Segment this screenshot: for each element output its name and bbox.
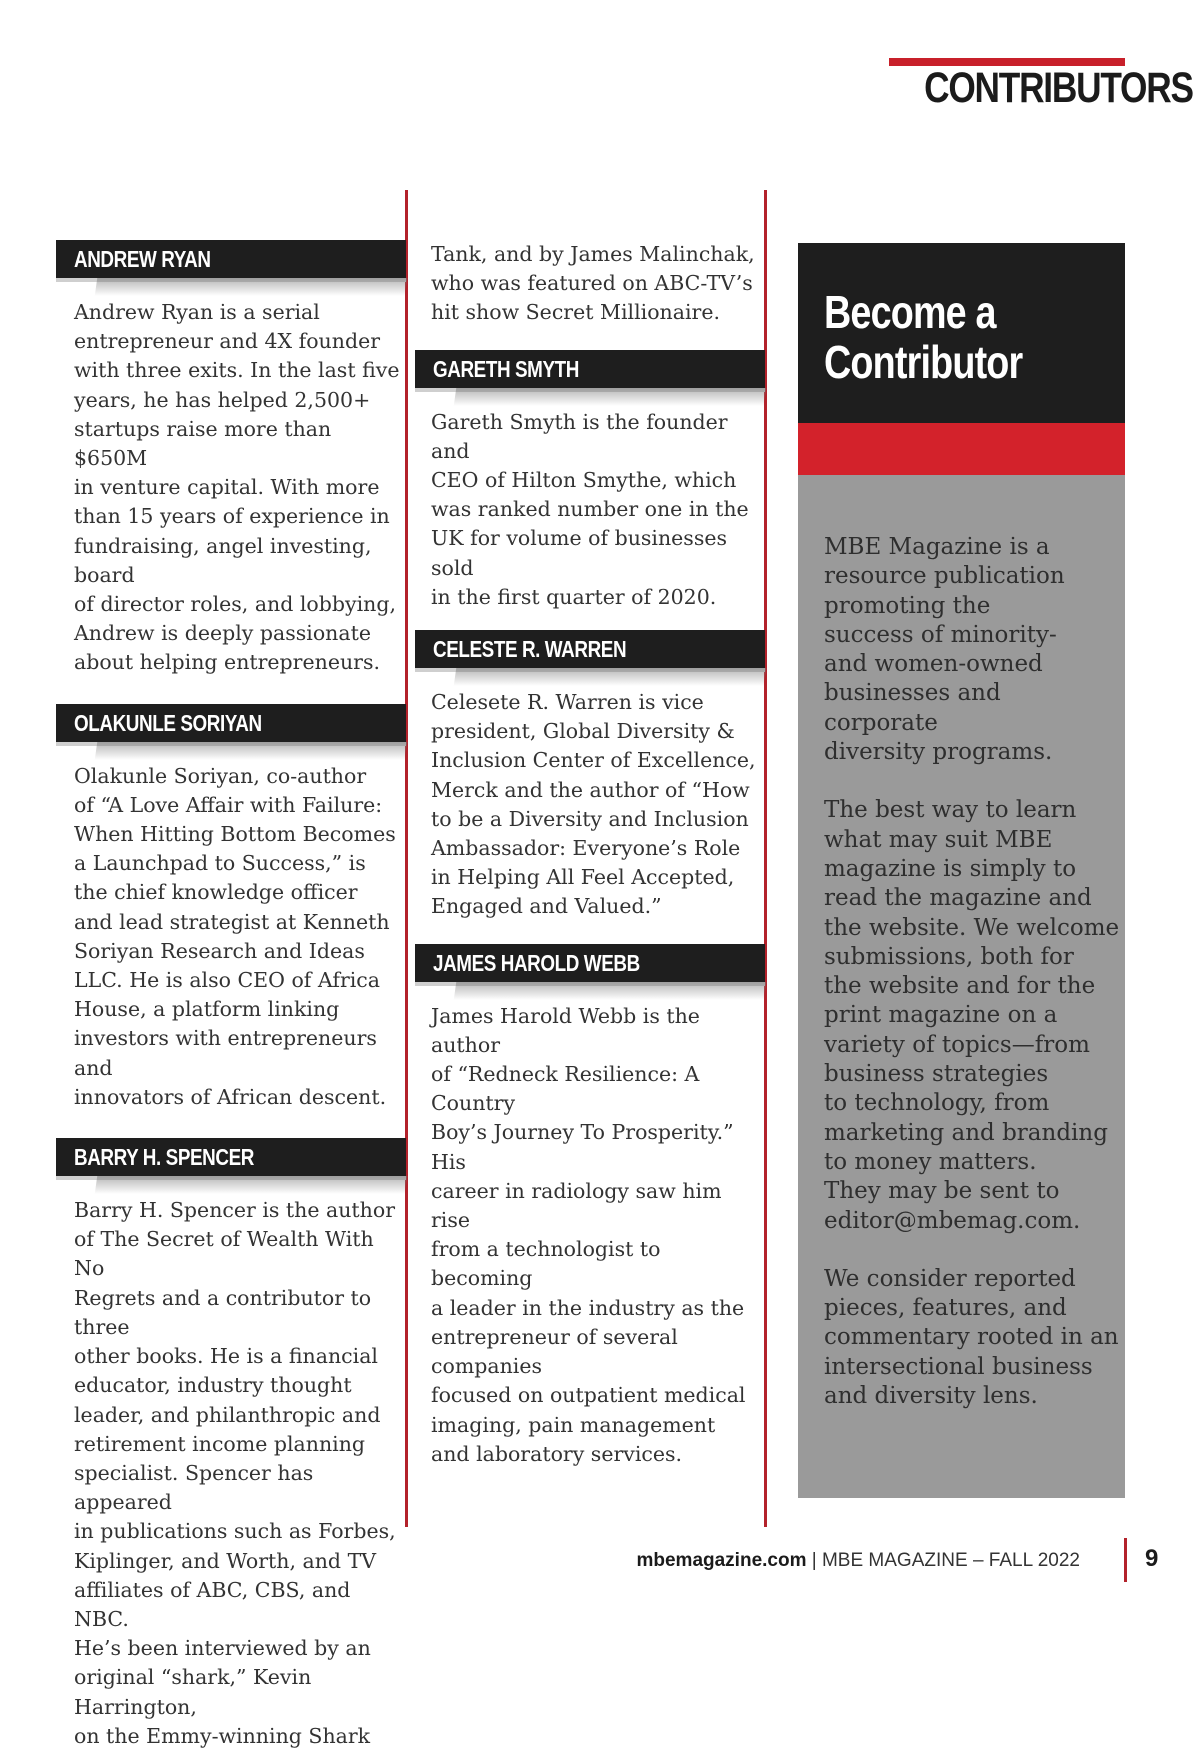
contributor-name: CELESTE R. WARREN	[433, 636, 627, 663]
continued-bio-text: Tank, and by James Malinchak, who was featured on ABC-TV’s hit show Secret Millionaire.	[431, 242, 755, 325]
contributor-bio: Olakunle Soriyan, co-author of “A Love Affair with Failure: When Hitting Bottom Becomes a Launchpad to Success,” is the chief knowledge officer and lead strategist at Kenneth Soriyan Research and Ideas LLC. He is also CEO of Africa House, a platform linking investors with entrepreneurs and innovators of African descent.	[74, 763, 396, 1109]
contributor-name: GARETH SMYTH	[433, 355, 579, 382]
footer-issue: MBE MAGAZINE – FALL 2022	[821, 1550, 1080, 1571]
panel-title: Become a Contributor	[824, 286, 1023, 388]
panel-accent-band	[798, 423, 1125, 475]
contributor-name: OLAKUNLE SORIYAN	[74, 709, 262, 736]
contributor-name: ANDREW RYAN	[74, 246, 211, 272]
contributor-name-bar	[56, 240, 406, 278]
contributor-bio: Barry H. Spencer is the author of The Secret of Wealth With No Regrets and a contributor to three other books. He is a financial educator, industry thought leader, and philanthropic and retirement income planning specialist. Spencer has appeared in publications such as Forbes, Kiplinger, and Worth, and TV affiliates of ABC, CBS, and NBC. He’s been interviewed by an original “shark,” Kevin Harrington, on the Emmy-winning Shark	[74, 1198, 396, 1748]
panel-paragraph: The best way to learn what may suit MBE magazine is simply to read the magazine and the website. We welcome submissions, both for the website and for the print magazine on a variety of topics—from business strategies to technology, from marketing and branding to money matters. They may be sent to editor@mbemag.com.	[824, 797, 1120, 1234]
contributor-bio: James Harold Webb is the author of “Redneck Resilience: A Country Boy’s Journey To Prosperity.” His career in radiology saw him rise from a technologist to becoming a leader in the industry as the entrepreneur of several companies focused on outpatient medical imaging, pain management and laboratory services.	[431, 1003, 746, 1466]
page-footer	[600, 1550, 1080, 1572]
contributors-column-1	[56, 240, 406, 1751]
footer-site-link[interactable]: mbemagazine.com	[636, 1550, 807, 1571]
contributor-bio: Andrew Ryan is a serial entrepreneur and 4X founder with three exits. In the last five years, he has helped 2,500+ startups raise more than $650M in venture capital. With more than 15 years of experience in fundraising, angel investing, board of director roles, and lobbying, Andrew is deeply passionate about helping entrepreneurs.	[74, 300, 400, 675]
contributor-bio: Celesete R. Warren is vice president, Global Diversity & Inclusion Center of Excellence, Merck and the author of “How to be a Diversity and Inclusion Ambassador: Everyone’s Role in Helping All Feel Accepted, Engaged and Valued.”	[431, 690, 756, 919]
contributor-bio: Gareth Smyth is the founder and CEO of Hilton Smythe, which was ranked number one in the UK for volume of businesses sold in the first quarter of 2020.	[431, 409, 749, 609]
footer-rule	[1124, 1538, 1127, 1582]
contributor-name-bar	[56, 704, 406, 742]
contributor-name-bar	[56, 1138, 406, 1176]
panel-paragraph: We consider reported pieces, features, and commentary rooted in an intersectional business and diversity lens.	[824, 1265, 1119, 1410]
contributor-name-bar	[415, 350, 765, 388]
become-contributor-panel	[798, 243, 1125, 1498]
panel-body	[824, 533, 1120, 1440]
section-title: CONTRIBUTORS	[924, 64, 1193, 112]
contributor-name-bar	[415, 944, 765, 982]
panel-paragraph: MBE Magazine is a resource publication promoting the success of minority- and women-owned businesses and corporate diversity programs.	[824, 534, 1065, 766]
contributor-name: JAMES HAROLD WEBB	[433, 949, 640, 976]
contributors-column-2	[419, 240, 765, 1469]
footer-separator: |	[811, 1550, 817, 1571]
contributor-name: BARRY H. SPENCER	[74, 1144, 254, 1171]
contributor-name-bar	[415, 630, 765, 668]
page-number: 9	[1145, 1545, 1159, 1572]
